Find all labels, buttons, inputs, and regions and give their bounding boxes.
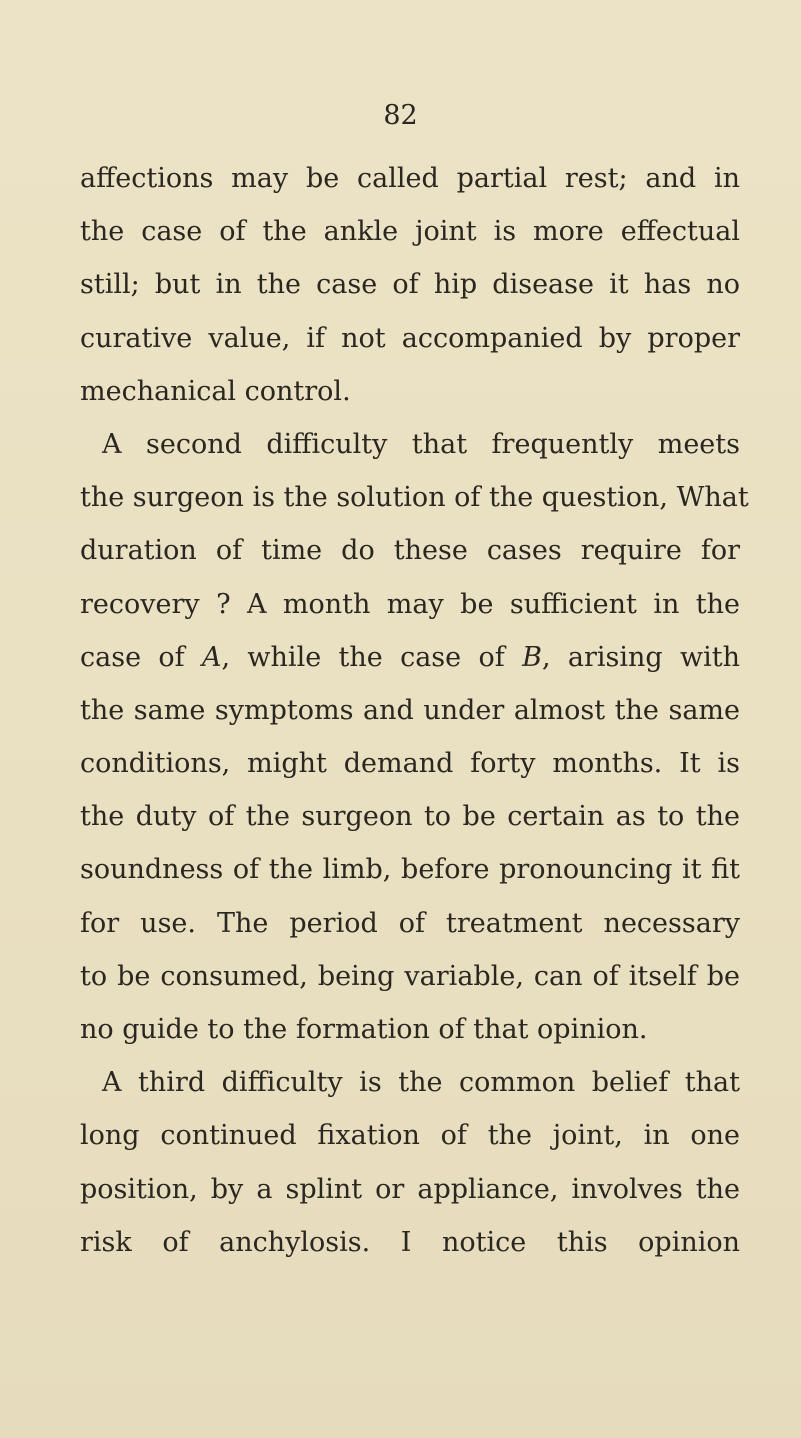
case-b-label: B [522,641,542,673]
text-line: still; but in the case of hip disease it has no [80,269,740,301]
text-run: case of [80,641,202,673]
body-text [80,152,749,1269]
text-line: position, by a splint or appliance, involves the [80,1173,740,1205]
text-line: curative value, if not accompanied by proper [80,322,740,354]
page-number: 82 [383,100,418,131]
text-line: duration of time do these cases require for [80,535,740,567]
text-line: mechanical control. [80,375,351,407]
text-line: A third difficulty is the common belief that [102,1067,740,1099]
text-run: , while the case of [221,641,523,673]
text-line: to be consumed, being variable, can of itself be [80,960,740,992]
text-line: A second difficulty that frequently meets [102,428,740,460]
text-line [80,631,740,684]
text-line: for use. The period of treatment necessary [80,907,740,939]
text-line: no guide to the formation of that opinion. [80,1014,648,1045]
text-line: the same symptoms and under almost the same [80,694,740,726]
text-line: recovery ? A month may be sufficient in the [80,588,740,620]
text-run: , arising with [541,641,741,673]
text-line: conditions, might demand forty months. It is [80,748,740,780]
text-line: risk of anchylosis. I notice this opinion [80,1226,740,1258]
text-line: soundness of the limb, before pronouncing it fit [80,854,740,886]
text-line: the surgeon is the solution of the question, What [80,482,749,514]
text-line: the case of the ankle joint is more effectual [80,216,740,248]
text-line: the duty of the surgeon to be certain as to the [80,801,740,833]
text-line: long continued fixation of the joint, in one [80,1120,740,1152]
text-line: affections may be called partial rest; and in [80,163,740,194]
case-a-label: A [202,641,222,673]
